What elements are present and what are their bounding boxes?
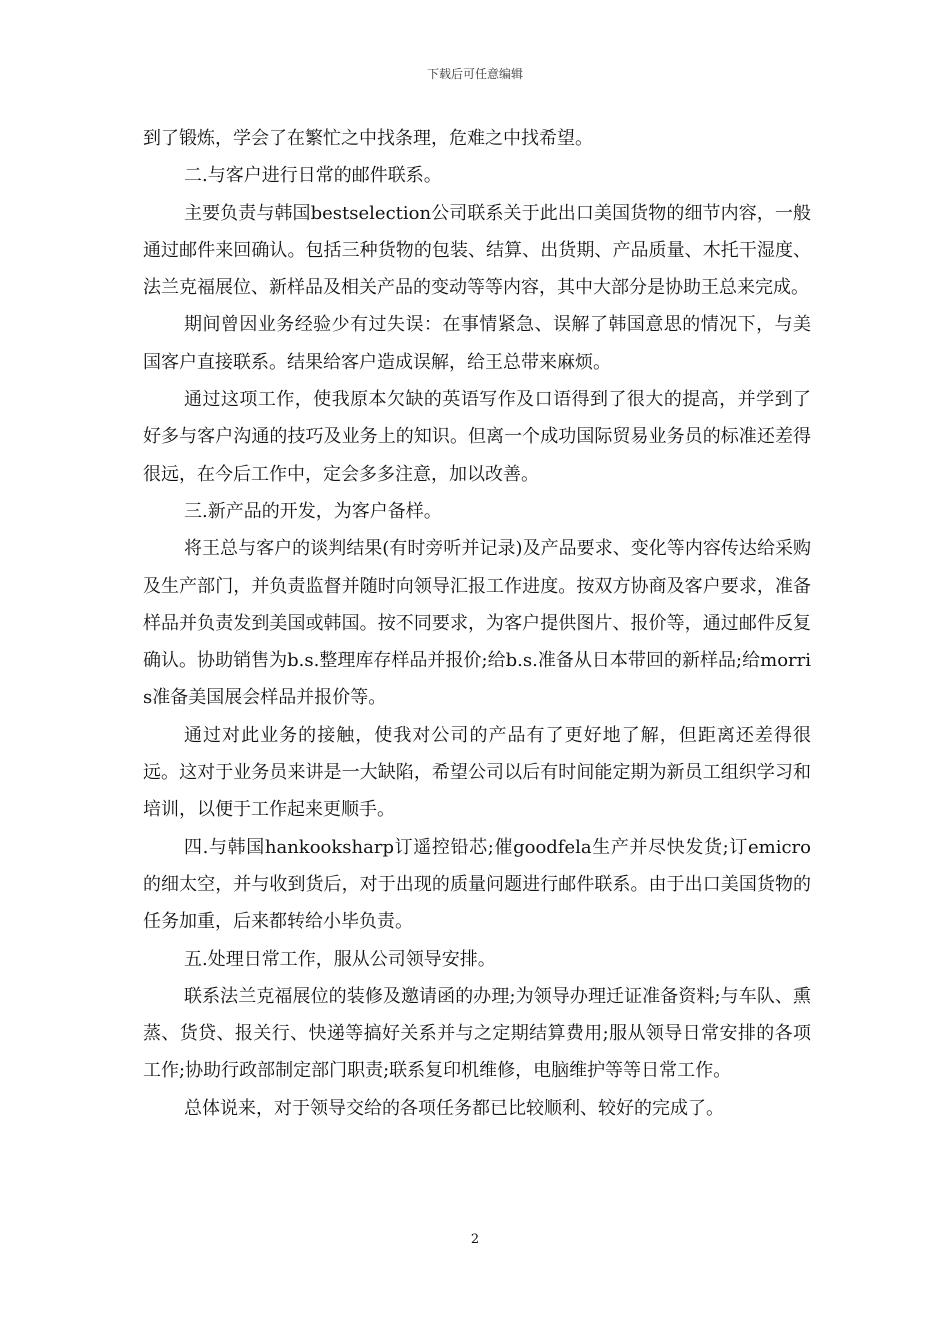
paragraph-samples: 将王总与客户的谈判结果(有时旁听并记录)及产品要求、变化等内容传达给采购及生产部门，并负责监督并随时向领导汇报工作进度。按双方协商及客户要求，准备样品并负责发到美国或韩国。按不同要求，为客户提供图片、报价等，通过邮件反复确认。协助销售为b.s.整理库存样品并报价;给b.s.准备从日本带回的新样品;给morris准备美国展会样品并报价等。 bbox=[143, 538, 811, 709]
section-heading-4: 四.与韩国hankooksharp订遥控铅芯;催goodfela生产并尽快发货;订emicro的细太空，并与收到货后，对于出现的质量问题进行邮件联系。由于出口美国货物的任务加重，后来都转给小毕负责。 bbox=[143, 836, 811, 933]
paragraph-mistake: 期间曾因业务经验少有过失误：在事情紧急、误解了韩国意思的情况下，与美国客户直接联系。结果给客户造成误解，给王总带来麻烦。 bbox=[143, 314, 811, 373]
page-header: 下载后可任意编辑 bbox=[426, 67, 523, 81]
section-heading-2: 二.与客户进行日常的邮件联系。 bbox=[184, 165, 442, 187]
paragraph-email-contact: 主要负责与韩国bestselection公司联系关于此出口美国货物的细节内容，一般通过邮件来回确认。包括三种货物的包装、结算、出货期、产品质量、木托干湿度、法兰克福展位、新样品及相关产品的变动等等内容，其中大部分是协助王总来完成。 bbox=[143, 202, 811, 299]
paragraph-training: 通过对此业务的接触，使我对公司的产品有了更好地了解，但距离还差得很远。这对于业务员来讲是一大缺陷，希望公司以后有时间能定期为新员工组织学习和培训，以便于工作起来更顺手。 bbox=[143, 724, 811, 821]
paragraph-continuation: 到了锻炼，学会了在繁忙之中找条理，危难之中找希望。 bbox=[143, 128, 593, 149]
section-heading-5: 五.处理日常工作，服从公司领导安排。 bbox=[184, 948, 496, 970]
paragraph-improvement: 通过这项工作，使我原本欠缺的英语写作及口语得到了很大的提高，并学到了好多与客户沟通的技巧及业务上的知识。但离一个成功国际贸易业务员的标准还差得很远，在今后工作中，定会多多注意，加以改善。 bbox=[143, 389, 811, 485]
page-number: 2 bbox=[470, 1232, 480, 1247]
document-body bbox=[143, 120, 811, 1127]
section-heading-3: 三.新产品的开发，为客户备样。 bbox=[184, 500, 442, 522]
paragraph-daily-work: 联系法兰克福展位的装修及邀请函的办理;为领导办理迁证准备资料;与车队、熏蒸、货贷、报关行、快递等搞好关系并与之定期结算费用;服从领导日常安排的各项工作;协助行政部制定部门职责;联系复印机维修，电脑维护等等日常工作。 bbox=[143, 985, 811, 1082]
paragraph-summary: 总体说来，对于领导交给的各项任务都已比较顺利、较好的完成了。 bbox=[184, 1097, 724, 1119]
